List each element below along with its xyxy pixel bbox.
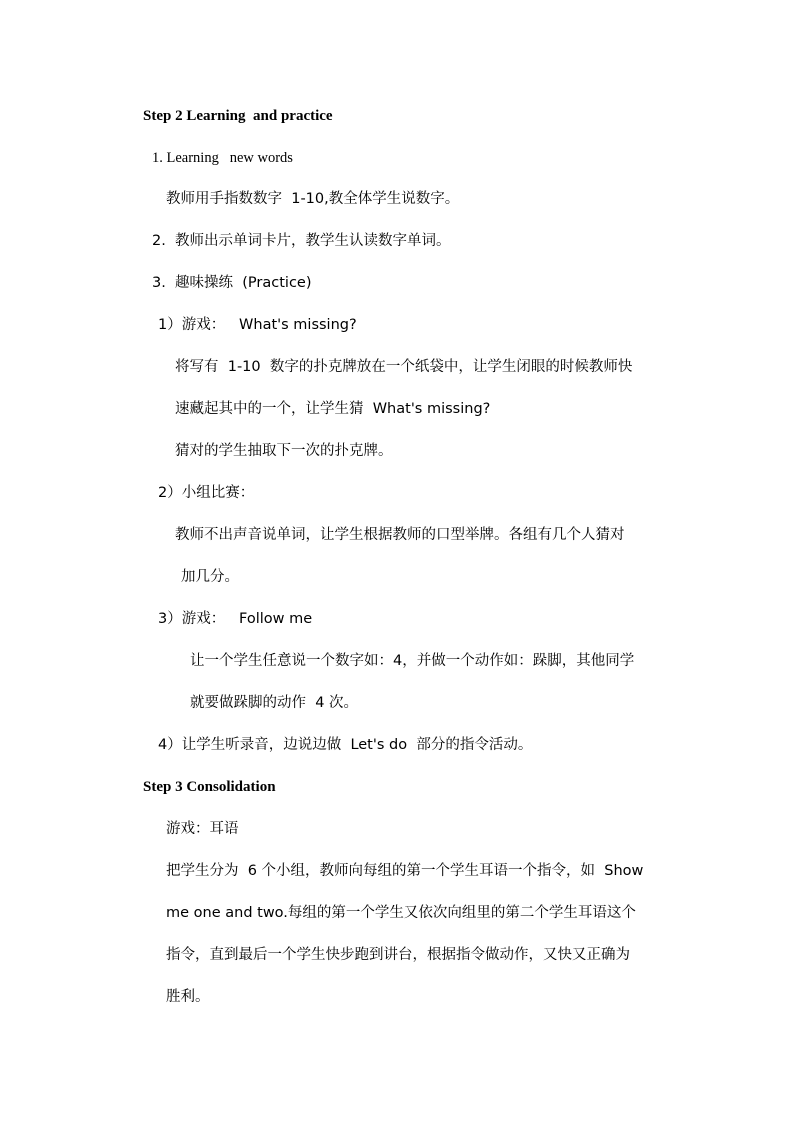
item1-text: 教师用手指数数字 1-10,教全体学生说数字。 <box>166 191 460 207</box>
step3-game-title: 游戏：耳语 <box>166 821 239 837</box>
sub1-line-3: 猜对的学生抽取下一次的扑克牌。 <box>175 443 393 459</box>
item3-title: 3. 趣味操练 (Practice) <box>152 275 312 291</box>
sub1-line-2: 速藏起其中的一个，让学生猜 What's missing? <box>175 401 491 417</box>
sub2-line-1: 教师不出声音说单词，让学生根据教师的口型举牌。各组有几个人猜对 <box>175 527 625 543</box>
sub1-line-1: 将写有 1-10 数字的扑克牌放在一个纸袋中，让学生闭眼的时候教师快 <box>175 359 633 375</box>
step3-line-2: me one and two.每组的第一个学生又依次向组里的第二个学生耳语这个 <box>166 905 636 921</box>
step2-heading: Step 2 Learning and practice <box>143 108 333 124</box>
step3-line-4: 胜利。 <box>166 989 210 1005</box>
sub2-line-2: 加几分。 <box>181 569 239 585</box>
sub3-line-1: 让一个学生任意说一个数字如：4，并做一个动作如：跺脚，其他同学 <box>190 653 635 669</box>
step3-line-1: 把学生分为 6 个小组，教师向每组的第一个学生耳语一个指令，如 Show <box>166 863 644 879</box>
step3-line-3: 指令，直到最后一个学生快步跑到讲台，根据指令做动作，又快又正确为 <box>166 947 630 963</box>
item2-text: 2. 教师出示单词卡片，教学生认读数字单词。 <box>152 233 451 249</box>
step3-heading: Step 3 Consolidation <box>143 779 276 795</box>
sub1-title: 1）游戏： What's missing? <box>158 317 357 333</box>
item1-title: 1. Learning new words <box>152 150 293 166</box>
sub3-line-2: 就要做跺脚的动作 4 次。 <box>190 695 359 711</box>
sub4-text: 4）让学生听录音，边说边做 Let's do 部分的指令活动。 <box>158 737 533 753</box>
sub3-title: 3）游戏： Follow me <box>158 611 313 627</box>
sub2-title: 2）小组比赛： <box>158 485 255 501</box>
